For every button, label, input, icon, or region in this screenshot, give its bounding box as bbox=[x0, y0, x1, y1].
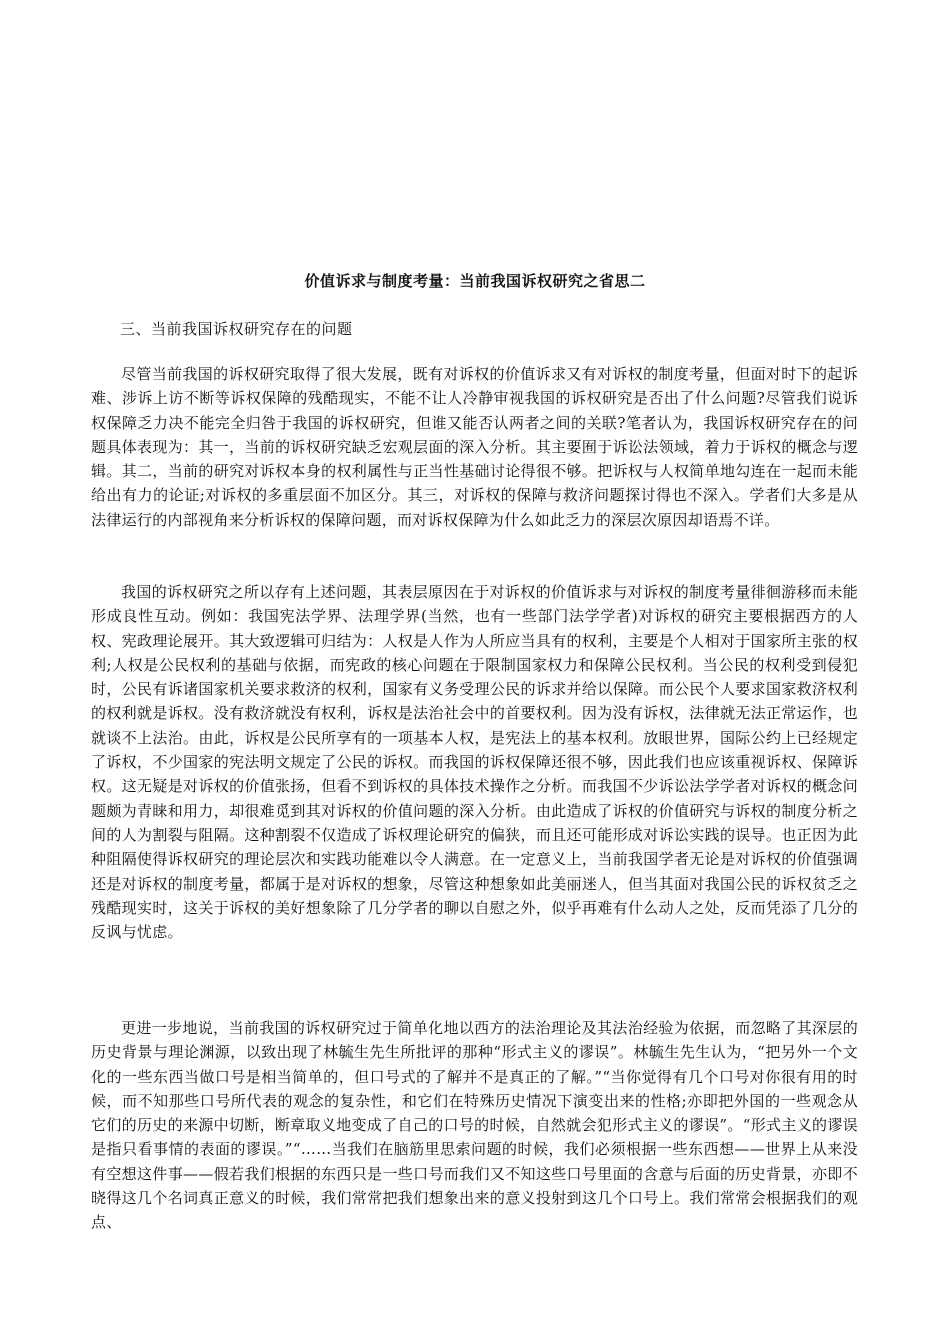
paragraph-3: 更进一步地说，当前我国的诉权研究过于简单化地以西方的法治理论及其法治经验为依据，而忽略了其深层的历史背景与理论渊源，以致出现了林毓生先生所批评的那种“形式主义的谬误”。林毓生先生认为，“把另外一个文化的一些东西当做口号是相当简单的，但口号式的了解并不是真正的了解。”“当你觉得有几个口号对你很有用的时候，而不知那些口号所代表的观念的复杂性，和它们在特殊历史情况下演变出来的性格;亦即把外国的一些观念从它们的历史的来源中切断，断章取义地变成了自己的口号的时候，自然就会犯形式主义的谬误”。“形式主义的谬误是指只看事情的表面的谬误。”“……当我们在脑筋里思索问题的时候，我们必须根据一些东西想——世界上从来没有空想这件事——假若我们根据的东西只是一些口号而我们又不知这些口号里面的含意与后面的历史背景，亦即不晓得这几个名词真正意义的时候，我们常常把我们想象出来的意义投射到这几个口号上。我们常常会根据我们的观点、 bbox=[91, 1019, 858, 1232]
document-title: 价值诉求与制度考量：当前我国诉权研究之省思二 bbox=[304, 272, 646, 290]
paragraph-2: 我国的诉权研究之所以存有上述问题，其表层原因在于对诉权的价值诉求与对诉权的制度考量徘徊游移而未能形成良性互动。例如：我国宪法学界、法理学界(当然，也有一些部门法学学者)对诉权的研究主要根据西方的人权、宪政理论展开。其大致逻辑可归结为：人权是人作为人所应当具有的权利，主要是个人相对于国家所主张的权利;人权是公民权利的基础与依据，而宪政的核心问题在于限制国家权力和保障公民权利。当公民的权利受到侵犯时，公民有诉诸国家机关要求救济的权利，国家有义务受理公民的诉求并给以保障。而公民个人要求国家救济权利的权利就是诉权。没有救济就没有权利，诉权是法治社会中的首要权利。因为没有诉权，法律就无法正常运作，也就谈不上法治。由此，诉权是公民所享有的一项基本人权，是宪法上的基本权利。放眼世界，国际公约上已经规定了诉权，不少国家的宪法明文规定了公民的诉权。而我国的诉权保障还很不够，因此我们也应该重视诉权、保障诉权。这无疑是对诉权的价值张扬，但看不到诉权的具体技术操作之分析。而我国不少诉讼法学学者对诉权的概念问题颇为青睐和用力，却很难觅到其对诉权的价值问题的深入分析。由此造成了诉权的价值研究与诉权的制度分析之间的人为割裂与阻隔。这种割裂不仅造成了诉权理论研究的偏狭，而且还可能形成对诉讼实践的误导。也正因为此种阻隔使得诉权研究的理论层次和实践功能难以令人满意。在一定意义上，当前我国学者无论是对诉权的价值强调还是对诉权的制度考量，都属于是对诉权的想象，尽管这种想象如此美丽迷人，但当其面对我国公民的诉权贫乏之残酷现实时，这关于诉权的美好想象除了几分学者的聊以自慰之外，似乎再难有什么动人之处，反而凭添了几分的反讽与忧虑。 bbox=[91, 583, 858, 942]
section-heading: 三、当前我国诉权研究存在的问题 bbox=[120, 320, 353, 338]
paragraph-1: 尽管当前我国的诉权研究取得了很大发展，既有对诉权的价值诉求又有对诉权的制度考量，但面对时下的起诉难、涉诉上访不断等诉权保障的残酷现实，不能不让人冷静审视我国的诉权研究是否出了什么问题?尽管我们说诉权保障乏力决不能完全归咎于我国的诉权研究，但谁又能否认两者之间的关联?笔者认为，我国诉权研究存在的问题具体表现为：其一，当前的诉权研究缺乏宏观层面的深入分析。其主要囿于诉讼法领域，着力于诉权的概念与逻辑。其二，当前的研究对诉权本身的权利属性与正当性基础讨论得很不够。把诉权与人权简单地勾连在一起而未能给出有力的论证;对诉权的多重层面不加区分。其三，对诉权的保障与救济问题探讨得也不深入。学者们大多是从法律运行的内部视角来分析诉权的保障问题，而对诉权保障为什么如此乏力的深层次原因却语焉不详。 bbox=[91, 365, 858, 529]
